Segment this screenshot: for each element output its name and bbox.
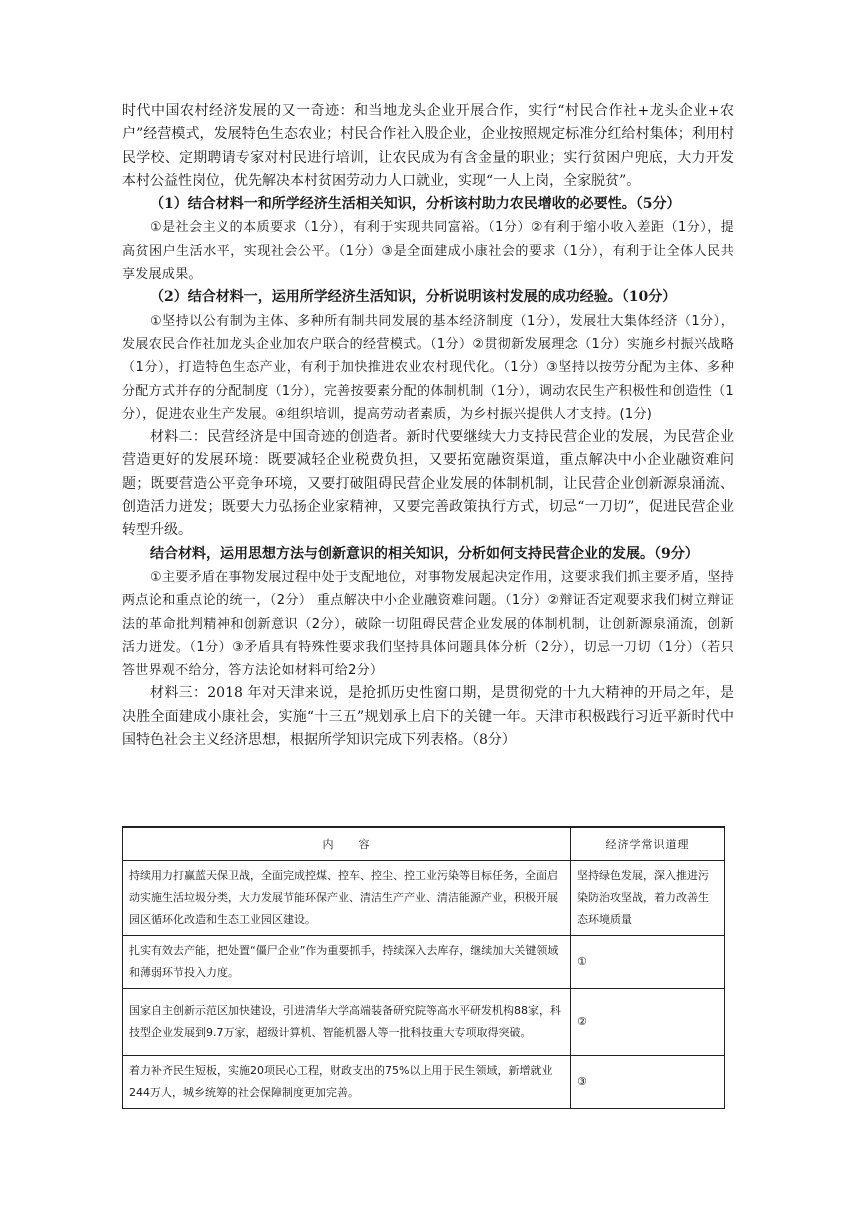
material1-paragraph: 时代中国农村经济发展的又一奇迹：和当地龙头企业开展合作，实行“村民合作社+龙头企业+农户”经营模式，发展特色生态农业；村民合作社入股企业，企业按照规定标准分红给村集体；利用村民学校、定期聘请专家对村民进行培训，让农民成为有含金量的职业；实行贫困户兜底，大力开发本村公益性岗位，优先解决本村贫困劳动力人口就业，实现“一人上岗，全家脱贫”。: [122, 103, 734, 189]
table-row: [123, 1056, 725, 1109]
answer-2: ①坚持以公有制为主体、多种所有制共同发展的基本经济制度（1分），发展壮大集体经济（1分），发展农民合作社加龙头企业加农户联合的经营模式。（1分）②贯彻新发展理念（1分）实施乡村振兴战略（1分），打造特色生态产业，有利于加快推进农业农村现代化。（1分）③坚持以按劳分配为主体、多种分配方式并存的分配制度（1分），完善按要素分配的体制机制（1分），调动农民生产积极性和创造性（1分），促进农业生产发展。④组织培训，提高劳动者素质，为乡村振兴提供人才支持。(1分): [122, 313, 734, 422]
answer-3: ①主要矛盾在事物发展过程中处于支配地位，对事物发展起决定作用，这要求我们抓主要矛盾，坚持两点论和重点论的统一，（2分） 重点解决中小企业融资难问题。（1分）②辩证否定观要求我们树立辩证法的革命批判精神和创新意识（2分），破除一切阻碍民营企业发展的体制机制，让创新源泉涌流，创新活力迸发。（1分）③矛盾具有特殊性要求我们坚持具体问题具体分析（2分），切忌一刀切（1分）（若只答世界观不给分，答方法论如材料可给2分）: [122, 569, 734, 679]
answer-1: ①是社会主义的本质要求（1分），有利于实现共同富裕。（1分）②有利于缩小收入差距（1分），提高贫困户生活水平，实现社会公平。（1分）③是全面建成小康社会的要求（1分），有利于让全体人民共享发展成果。: [122, 220, 734, 283]
table-header-reason: 经济学常识道理: [571, 827, 725, 861]
document-body: [122, 100, 734, 752]
table-header-content: 内 容: [123, 827, 571, 861]
table-row: [123, 861, 725, 936]
table-cell-content: 持续用力打赢蓝天保卫战，全面完成控煤、控车、控尘、控工业污染等目标任务，全面启动实施生活垃圾分类，大力发展节能环保产业、清洁生产产业、清洁能源产业，积极开展园区循环化改造和生态工业园区建设。: [123, 861, 571, 936]
question-3: 结合材料，运用思想方法与创新意识的相关知识，分析如何支持民营企业的发展。（9分）: [150, 545, 699, 562]
table-row: [123, 936, 725, 989]
table-cell-content: 国家自主创新示范区加快建设，引进清华大学高端装备研究院等高水平研发机构88家，科技型企业发展到9.7万家，超级计算机、智能机器人等一批科技重大专项取得突破。: [123, 989, 571, 1056]
question-1: （1）结合材料一和所学经济生活相关知识，分析该村助力农民增收的必要性。（5分）: [150, 196, 681, 213]
material3-paragraph: 材料三：2018 年对天津来说，是抢抓历史性窗口期，是贯彻党的十九大精神的开局之年，是决胜全面建成小康社会，实施“十三五”规划承上启下的关键一年。天津市积极践行习近平新时代中国特色社会主义经济思想，根据所学知识完成下列表格。（8分）: [122, 685, 734, 749]
table-cell-content: 着力补齐民生短板，实施20项民心工程，财政支出的75%以上用于民生领域，新增就业244万人，城乡统筹的社会保障制度更加完善。: [123, 1056, 571, 1109]
material2-paragraph: 材料二：民营经济是中国奇迹的创造者。新时代要继续大力支持民营企业的发展，为民营企业营造更好的发展环境：既要减轻企业税费负担，又要拓宽融资渠道，重点解决中小企业融资难问题；既要营造公平竞争环境，又要打破阻碍民营企业发展的体制机制，让民营企业创新源泉涌流、创造活力迸发；既要大力弘扬企业家精神，又要完善政策执行方式，切忌“一刀切”，促进民营企业转型升级。: [122, 429, 734, 539]
table-cell-reason: 坚持绿色发展，深入推进污染防治攻坚战，着力改善生态环境质量: [571, 861, 725, 936]
question-2: （2）结合材料一，运用所学经济生活知识，分析说明该村发展的成功经验。（10分）: [150, 289, 677, 306]
answer-table: [122, 826, 725, 1109]
table-cell-reason: ③: [571, 1056, 725, 1109]
table-cell-reason: ①: [571, 936, 725, 989]
table-row: [123, 989, 725, 1056]
table-header-row: [123, 827, 725, 861]
table-cell-content: 扎实有效去产能，把处置“僵尸企业”作为重要抓手，持续深入去库存，继续加大关键领域和薄弱环节投入力度。: [123, 936, 571, 989]
table-cell-reason: ②: [571, 989, 725, 1056]
